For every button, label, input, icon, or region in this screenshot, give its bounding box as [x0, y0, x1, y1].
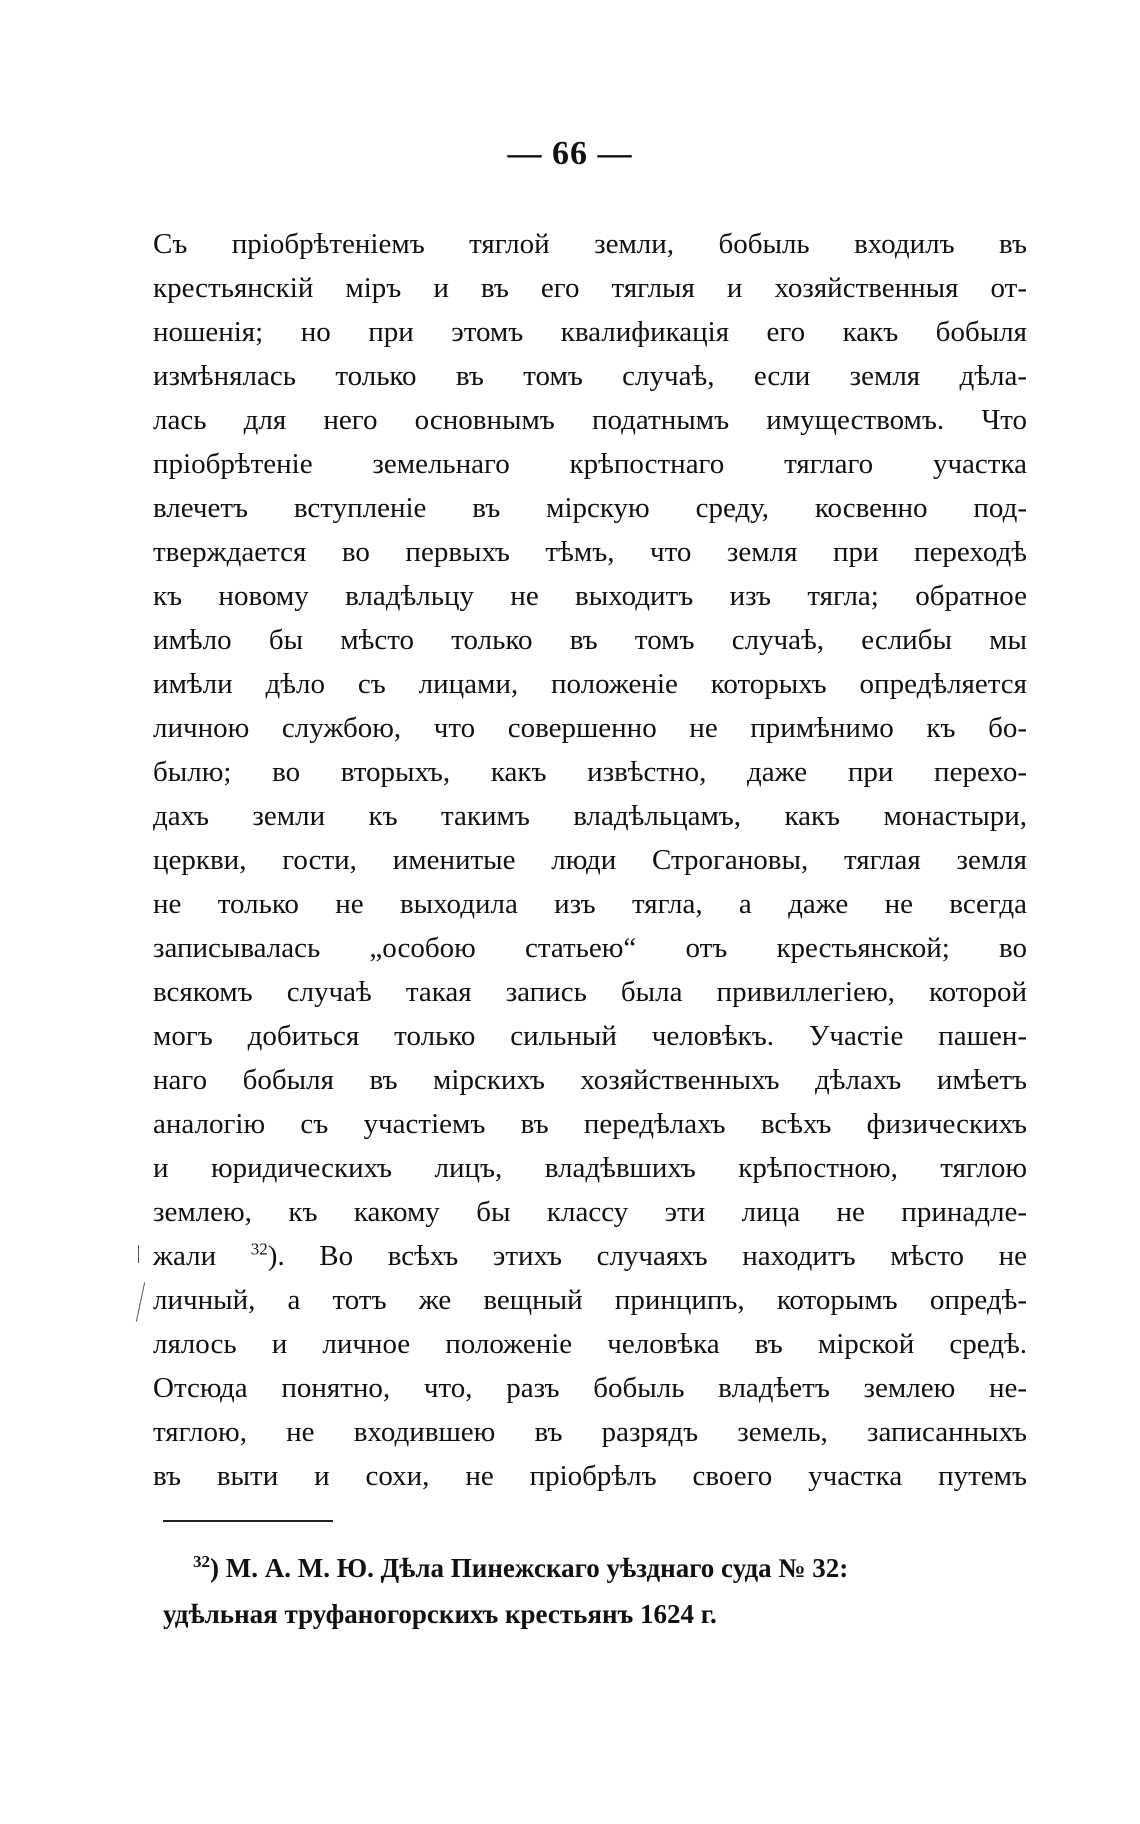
text-line: землею, къ какому бы классу эти лица не принадле- — [153, 1196, 1027, 1228]
footnote-reference[interactable]: 32 — [250, 1239, 268, 1259]
margin-pencil-mark — [138, 1245, 139, 1263]
text-line: крестьянскій міръ и въ его тяглыя и хозяйственныя от- — [153, 272, 1027, 304]
text-line: тяглою, не входившею въ разрядъ земель, записанныхъ — [153, 1416, 1027, 1448]
text-line: имѣло бы мѣсто только въ томъ случаѣ, еслибы мы — [153, 624, 1027, 656]
footnotes — [163, 1545, 1027, 1637]
footnote-divider — [163, 1520, 333, 1522]
text-line: тверждается во первыхъ тѣмъ, что земля при переходѣ — [153, 536, 1027, 568]
text-line: записывалась „особою статьею“ отъ крестьянской; во — [153, 932, 1027, 964]
body-text — [153, 222, 1027, 1498]
text-line: былю; во вторыхъ, какъ извѣстно, даже при перехо- — [153, 756, 1027, 788]
text-line: аналогію съ участіемъ въ передѣлахъ всѣхъ физическихъ — [153, 1108, 1027, 1140]
text-fragment: жали — [153, 1240, 251, 1272]
margin-pencil-mark — [136, 1282, 145, 1321]
page-number: — 66 — — [507, 135, 633, 172]
text-line: не только не выходила изъ тягла, а даже не всегда — [153, 888, 1027, 920]
text-line: Отсюда понятно, что, разъ бобыль владѣетъ землею не- — [153, 1372, 1027, 1404]
text-line: лась для него основнымъ податнымъ имуществомъ. Что — [153, 404, 1027, 436]
text-line: Съ пріобрѣтеніемъ тяглой земли, бобыль входилъ въ — [153, 228, 1027, 260]
text-line: измѣнялась только въ томъ случаѣ, если земля дѣла- — [153, 360, 1027, 392]
text-line: лялось и личное положеніе человѣка въ мірской средѣ. — [153, 1328, 1027, 1360]
text-line: дахъ земли къ такимъ владѣльцамъ, какъ монастыри, — [153, 800, 1027, 832]
text-line: къ новому владѣльцу не выходитъ изъ тягла; обратное — [153, 580, 1027, 612]
text-line: пріобрѣтеніе земельнаго крѣпостнаго тяглаго участка — [153, 448, 1027, 480]
text-line-with-footnote-ref — [153, 1234, 1027, 1278]
text-line: могъ добиться только сильный человѣкъ. Участіе пашен- — [153, 1020, 1027, 1052]
text-line: ношенія; но при этомъ квалификація его какъ бобыля — [153, 316, 1027, 348]
text-line: имѣли дѣло съ лицами, положеніе которыхъ опредѣляется — [153, 668, 1027, 700]
footnote-number: 32 — [193, 1552, 210, 1571]
footnote-line — [163, 1545, 1027, 1591]
footnote-text: ) М. А. М. Ю. Дѣла Пинежскаго уѣзднаго суда № 32: — [210, 1553, 849, 1583]
text-line: церкви, гости, именитые люди Строгановы, тяглая земля — [153, 844, 1027, 876]
text-line: влечетъ вступленіе въ мірскую среду, косвенно под- — [153, 492, 1027, 524]
text-line: въ выти и сохи, не пріобрѣлъ своего участка путемъ — [153, 1460, 1027, 1492]
text-line: и юридическихъ лицъ, владѣвшихъ крѣпостною, тяглою — [153, 1152, 1027, 1184]
text-line: личною службою, что совершенно не примѣнимо къ бо- — [153, 712, 1027, 744]
footnote-line: удѣльная труфаногорскихъ крестьянъ 1624 г. — [163, 1599, 717, 1629]
text-line: личный, а тотъ же вещный принципъ, которымъ опредѣ- — [153, 1284, 1027, 1316]
text-line: наго бобыля въ мірскихъ хозяйственныхъ дѣлахъ имѣетъ — [153, 1064, 1027, 1096]
text-line: всякомъ случаѣ такая запись была привиллегіею, которой — [153, 976, 1027, 1008]
text-fragment: ). Во всѣхъ этихъ случаяхъ находитъ мѣсто не — [267, 1240, 1028, 1272]
